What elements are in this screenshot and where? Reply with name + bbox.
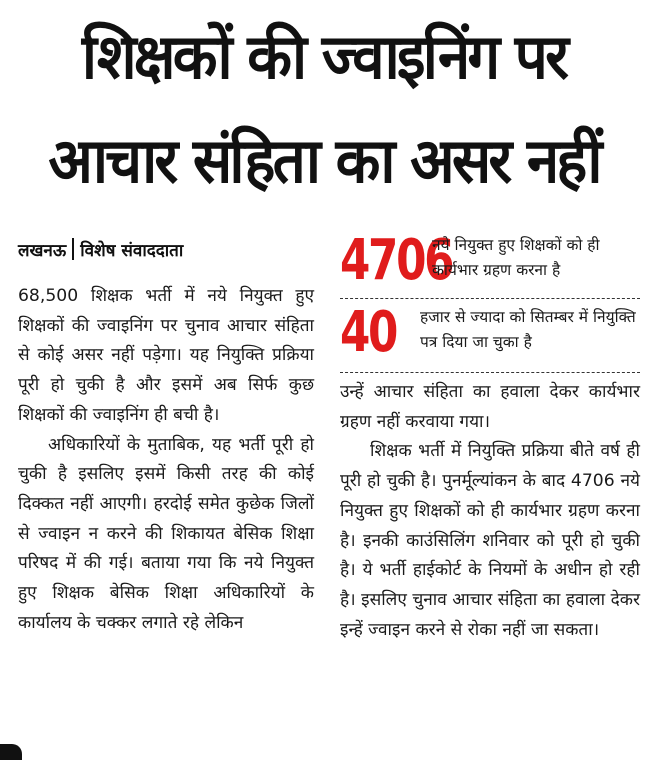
highlight-text: हजार से ज्यादा को सितम्बर में नियुक्ति पत्र दिया जा चुका है [420,308,636,351]
highlight-number: 40 [340,300,397,365]
headline-line-1: शिक्षकों की ज्वाइनिंग पर [81,20,567,93]
headline-line-2: आचार संहिता का असर नहीं [48,124,600,197]
dashed-divider [340,298,640,299]
byline-separator [72,238,74,260]
article-paragraph: अधिकारियों के मुताबिक, यह भर्ती पूरी हो चुकी है इसलिए इसमें किसी तरह की कोई दिक्कत नहीं आएगी। हरदोई समेत कुछेक जिलों से ज्वाइन न करने की शिकायत बेसिक शिक्षा परिषद में की गई। बताया गया कि नये नियुक्त हुए शिक्षक बेसिक शिक्षा अधिकारियों के कार्यालय के चक्कर लगाते रहे लेकिन [18,434,314,633]
highlight-text: नये नियुक्त हुए शिक्षकों को ही कार्यभार ग्रहण करना है [432,236,600,279]
byline-reporter: विशेष संवाददाता [80,241,184,261]
highlight-box [340,300,640,367]
article-column-left [18,282,314,638]
article-column-right [340,378,640,645]
corner-decoration [0,744,22,760]
article-paragraph: उन्हें आचार संहिता का हवाला देकर कार्यभार ग्रहण नहीं करवाया गया। [340,382,640,432]
article-paragraph: शिक्षक भर्ती में नियुक्ति प्रक्रिया बीते वर्ष ही पूरी हो चुकी है। पुनर्मूल्यांकन के बाद 4706 नये नियुक्त हुए शिक्षकों को ही कार्यभार ग्रहण करना है। इनकी काउंसिलिंग शनिवार को पूरी हो चुकी है। ये भर्ती हाईकोर्ट के नियमों के अधीन हो रही है। इसलिए चुनाव आचार संहिता का हवाला देकर इन्हें ज्वाइन करने से रोका नहीं जा सकता। [340,441,640,640]
highlight-number: 4706 [340,228,453,293]
highlight-box [340,228,640,293]
byline [18,238,183,261]
dashed-divider [340,372,640,373]
byline-location: लखनऊ [18,241,67,261]
article-paragraph: 68,500 शिक्षक भर्ती में नये नियुक्त हुए शिक्षकों की ज्वाइनिंग पर चुनाव आचार संहिता से कोई असर नहीं पड़ेगा। यह नियुक्ति प्रक्रिया पूरी हो चुकी है और इसमें अब सिर्फ कुछ शिक्षकों की ज्वाइनिंग ही बची है। [18,286,314,425]
